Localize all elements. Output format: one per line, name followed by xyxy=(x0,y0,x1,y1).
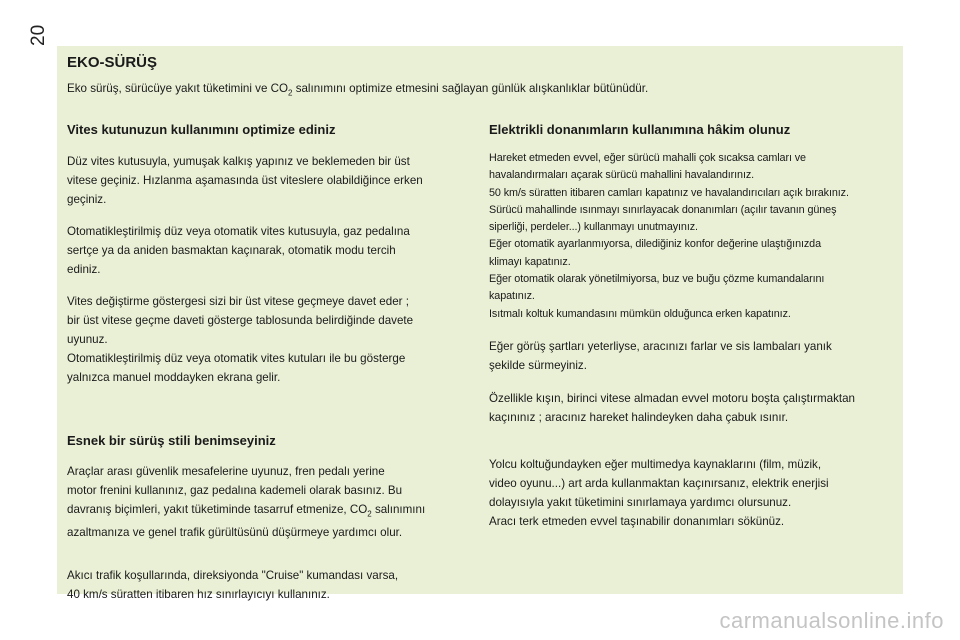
left-column xyxy=(67,122,472,604)
eco-driving-panel xyxy=(57,46,903,602)
gearbox-paragraph-2: Otomatikleştirilmiş düz veya otomatik vites kutusuyla, gaz pedalına sertçe ya da aniden basmaktan kaçınarak, otomatik modu tercih ediniz. xyxy=(67,225,410,276)
right-column xyxy=(489,122,899,531)
gearbox-paragraph-1: Düz vites kutusuyla, yumuşak kalkış yapınız ve beklemeden bir üst vitese geçiniz. Hızlanma aşamasında üst viteslere olabildiğince erken geçiniz. xyxy=(67,155,423,206)
gearbox-heading: Vites kutunuzun kullanımını optimize ediniz xyxy=(67,122,336,137)
page-number: 20 xyxy=(28,24,49,46)
driving-style-paragraph-2: Akıcı trafik koşullarında, direksiyonda "Cruise" kumandası varsa, 40 km/s süratten itibaren hız sınırlayıcıyı kullanınız. xyxy=(67,569,399,602)
electrical-equipment-heading: Elektrikli donanımların kullanımına hâkim olunuz xyxy=(489,122,791,137)
driving-style-paragraph-1 xyxy=(67,462,472,542)
co2-subscript: 2 xyxy=(288,88,293,98)
electrical-paragraph-2: Eğer görüş şartları yeterliyse, aracınızı farlar ve sis lambaları yanık şekilde sürmeyiniz. xyxy=(489,339,832,372)
electrical-paragraph-4: Yolcu koltuğundayken eğer multimedya kaynaklarını (film, müzik, video oyunu...) art arda kullanmaktan kaçınırsanız, elektrik enerjisi dolayısıyla yakıt tüketimini sınırlamaya yardımcı olursunuz. Aracı terk etmeden evvel taşınabilir donanımları sökünüz. xyxy=(489,457,829,528)
gearbox-paragraph-3: Vites değiştirme göstergesi sizi bir üst vitese geçmeye davet eder ; bir üst vitese geçme daveti gösterge tablosunda belirdiğinde davete uyunuz. Otomatikleştirilmiş düz veya otomatik vites kutuları ile bu gösterge yalnızca manuel moddayken ekrana gelir. xyxy=(67,295,414,384)
watermark: carmanualsonline.info xyxy=(719,608,944,633)
intro-text xyxy=(67,82,648,97)
page-title: EKO-SÜRÜŞ xyxy=(67,54,158,71)
electrical-paragraph-1: Hareket etmeden evvel, eğer sürücü mahalli çok sıcaksa camları ve havalandırmaları açarak sürücü mahallini havalandırınız. 50 km/s süratten itibaren camları kapatınız ve havalandırıcıları açık bırakınız. Sürücü mahallinde ısınmayı sınırlayacak donanımları (açılır tavanın güneş siperliği, perdeler...) kullanmayı unutmayınız. Eğer otomatik ayarlanmıyorsa, dilediğiniz konfor değerine ulaştığınızda klimayı kapatınız. Eğer otomatik olarak yönetilmiyorsa, buz ve buğu çözme kumandalarını kapatınız. Isıtmalı koltuk kumandasını mümkün olduğunca erken kapatınız. xyxy=(489,152,849,320)
driving-style-heading: Esnek bir sürüş stili benimseyiniz xyxy=(67,433,276,448)
driving-style-text-end: salınımını azaltmanıza ve genel trafik gürültüsünü düşürmeye yardımcı olur. xyxy=(67,503,426,540)
co2-subscript: 2 xyxy=(367,509,372,519)
intro-text-end: salınımını optimize etmesini sağlayan günlük alışkanlıklar bütünüdür. xyxy=(292,82,649,95)
driving-style-text-start: Araçlar arası güvenlik mesafelerine uyunuz, fren pedalı yerine motor frenini kullanınız, gaz pedalına kademeli olarak basınız. Bu davranış biçimleri, yakıt tüketiminde tasarruf etmenize, CO xyxy=(67,465,403,516)
intro-text-start: Eko sürüş, sürücüye yakıt tüketimini ve CO xyxy=(67,82,289,95)
electrical-paragraph-3: Özellikle kışın, birinci vitese almadan evvel motoru boşta çalıştırmaktan kaçınınız ; aracınız hareket halindeyken daha çabuk ısınır. xyxy=(489,391,855,424)
